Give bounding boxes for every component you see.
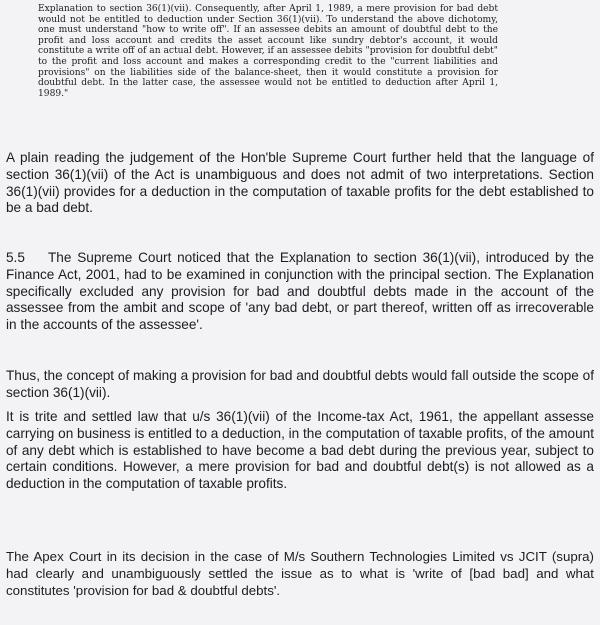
section-number: 5.5 xyxy=(6,250,25,265)
paragraph-concept: Thus, the concept of making a provision for bad and doubtful debts would fall outside the scope of section 36(1)(vii). xyxy=(6,368,594,400)
paragraph-apex-court: The Apex Court in its decision in the case of M/s Southern Technologies Limited vs JCIT (supra) had clearly and unambiguously settled the issue as to what is 'write of [bad bad] and what constitutes 'provision for bad & doubtful debts'. xyxy=(6,549,594,598)
paragraph-5-5-text: The Supreme Court noticed that the Explanation to section 36(1)(vii), introduced by the Finance Act, 2001, had to be examined in conjunction with the principal section. The Explanation specifically excluded any provision for bad and doubtful debts made in the account of the assessee from the ambit and scope of 'any bad debt, or part thereof, written off as irrecoverable in the accounts of the assessee'. xyxy=(6,250,594,333)
paragraph-trite-law: It is trite and settled law that u/s 36(1)(vii) of the Income-tax Act, 1961, the appellant assesse carrying on business is entitled to a deduction, in the computation of taxable profits, of the amount of any debt which is established to have become a bad debt during the previous year, subject to certain conditions. However, a mere provision for bad and doubtful debt(s) is not allowed as a deduction in the computation of taxable profits. xyxy=(6,409,594,492)
quoted-excerpt: Explanation to section 36(1)(vii). Consequently, after April 1, 1989, a mere provision for bad debt would not be entitled to deduction under Section 36(1)(vii). To understand the above dichotomy, one must understand "how to write off". If an assessee debits an amount of doubtful debt to the profit and loss account and credits the asset account like sundry debtor's account, it would constitute a write off of an actual debt. However, if an assessee debits "provision for doubtful debt" to the profit and loss account and makes a corresponding credit to the "current liabilities and provisions" on the liabilities side of the balance-sheet, then it would constitute a provision for doubtful debt. In the latter case, the assessee would not be entitled to deduction after April 1, 1989." xyxy=(38,4,498,99)
paragraph-5-5 xyxy=(6,250,594,334)
paragraph-plain-reading: A plain reading the judgement of the Hon'ble Supreme Court further held that the language of section 36(1)(vii) of the Act is unambiguous and does not admit of two interpretations. Section 36(1)(vii) provides for a deduction in the computation of taxable profits for the debt established to be a bad debt. xyxy=(6,150,594,216)
